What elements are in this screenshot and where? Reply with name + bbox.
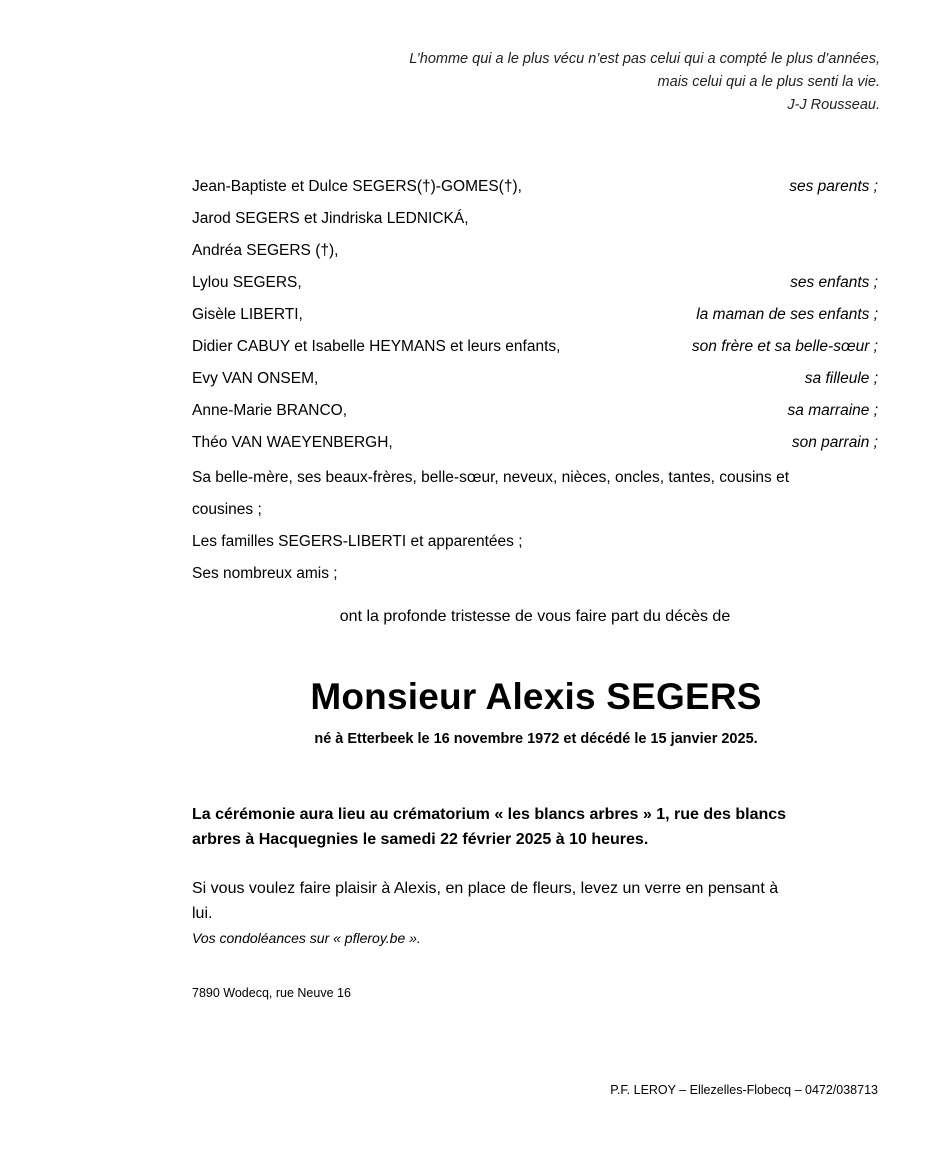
ceremony-line-1: La cérémonie aura lieu au crématorium « les blancs arbres » 1, rue des blancs <box>192 806 787 823</box>
birth-death-dates: né à Etterbeek le 16 novembre 1972 et décédé le 15 janvier 2025. <box>314 731 758 747</box>
family-row <box>192 398 880 430</box>
family-relation: son parrain ; <box>791 434 878 451</box>
family-relation: son frère et sa belle-sœur ; <box>691 338 878 355</box>
wish-line-1: Si vous voulez faire plaisir à Alexis, en place de fleurs, levez un verre en pensant à <box>192 880 779 897</box>
epigraph-quote <box>409 48 880 117</box>
family-member-name: Gisèle LIBERTI, <box>192 306 303 323</box>
family-member-name: Lylou SEGERS, <box>192 274 302 291</box>
family-member-name: Didier CABUY et Isabelle HEYMANS et leurs enfants, <box>192 338 561 355</box>
family-relation: la maman de ses enfants ; <box>696 306 878 323</box>
ceremony-info <box>192 802 882 852</box>
relatives-line-1: Sa belle-mère, ses beaux-frères, belle-sœur, neveux, nièces, oncles, tantes, cousins et <box>192 469 790 486</box>
family-member-name: Théo VAN WAEYENBERGH, <box>192 434 393 451</box>
family-relation: ses enfants ; <box>790 274 878 291</box>
family-relation: sa marraine ; <box>787 402 878 419</box>
family-member-name: Evy VAN ONSEM, <box>192 370 319 387</box>
family-row <box>192 174 880 206</box>
announcement-text: ont la profonde tristesse de vous faire part du décès de <box>339 608 731 625</box>
family-member-name: Jean-Baptiste et Dulce SEGERS(†)-GOMES(†), <box>192 178 522 195</box>
family-member-name: Anne-Marie BRANCO, <box>192 402 348 419</box>
family-row <box>192 206 880 238</box>
ceremony-line-2: arbres à Hacquegnies le samedi 22 février 2025 à 10 heures. <box>192 831 649 848</box>
families-line: Les familles SEGERS-LIBERTI et apparentées ; <box>192 533 523 550</box>
family-row <box>192 270 880 302</box>
family-row <box>192 302 880 334</box>
flowers-wish <box>192 876 882 926</box>
family-row <box>192 366 880 398</box>
family-row <box>192 238 880 270</box>
deceased-name: Monsieur Alexis SEGERS <box>310 676 762 717</box>
friends-line: Ses nombreux amis ; <box>192 565 338 582</box>
family-member-name: Jarod SEGERS et Jindriska LEDNICKÁ, <box>192 210 469 227</box>
condolences-note: Vos condoléances sur « pfleroy.be ». <box>192 930 421 946</box>
family-address: 7890 Wodecq, rue Neuve 16 <box>192 986 351 1000</box>
wish-line-2: lui. <box>192 905 213 922</box>
family-row <box>192 334 880 366</box>
funeral-home-footer: P.F. LEROY – Ellezelles-Flobecq – 0472/038713 <box>610 1083 878 1097</box>
family-member-name: Andréa SEGERS (†), <box>192 242 339 259</box>
quote-line-2: mais celui qui a le plus senti la vie. <box>657 74 880 90</box>
family-relation: ses parents ; <box>789 178 878 195</box>
family-row <box>192 430 880 462</box>
family-relation: sa filleule ; <box>804 370 878 387</box>
quote-author: J-J Rousseau. <box>787 97 880 113</box>
quote-line-1: L’homme qui a le plus vécu n’est pas celui qui a compté le plus d’années, <box>409 51 880 67</box>
family-list <box>192 174 880 590</box>
relatives-line-2: cousines ; <box>192 501 262 518</box>
